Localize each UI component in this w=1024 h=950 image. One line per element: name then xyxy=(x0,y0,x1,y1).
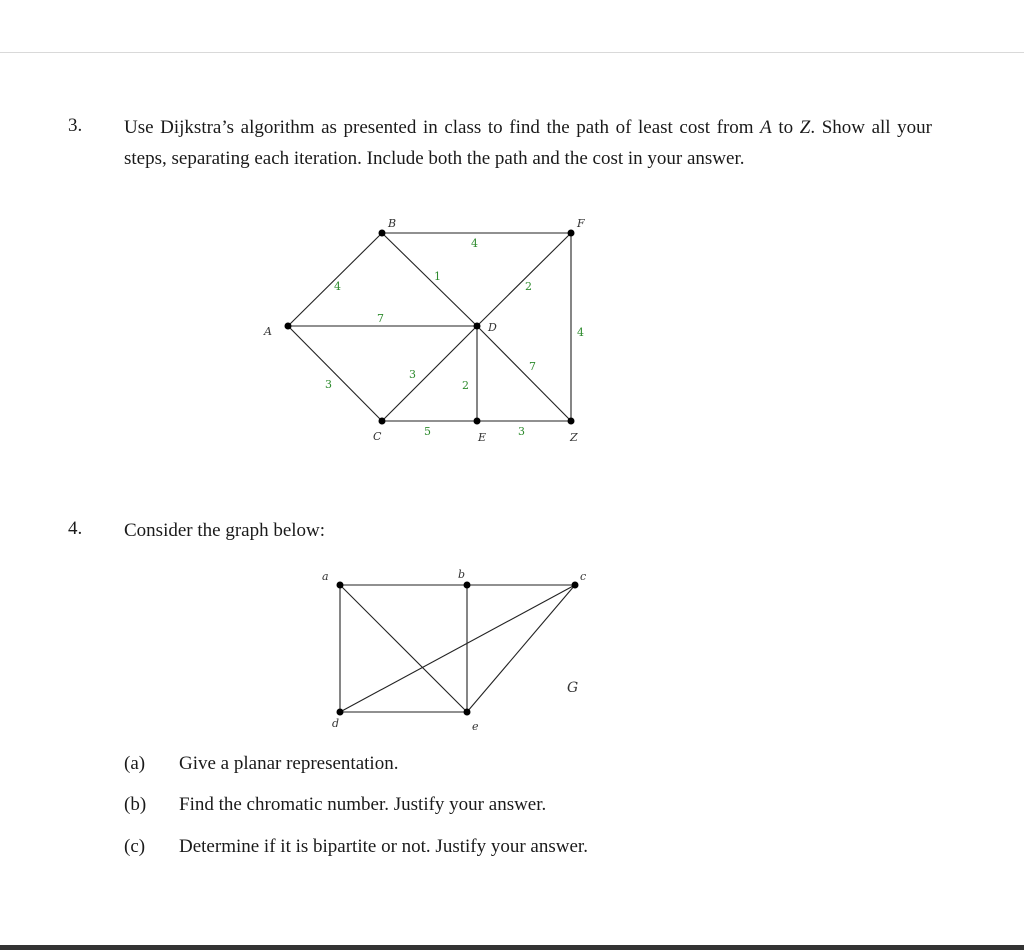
node-C xyxy=(379,418,386,425)
part-b-text: Find the chromatic number. Justify your answer. xyxy=(179,794,547,815)
q3-to-word: to xyxy=(771,117,800,138)
node-e xyxy=(464,709,471,716)
dijkstra-graph xyxy=(263,217,585,444)
node-label-F: F xyxy=(577,217,585,230)
q3-from-node: A xyxy=(760,117,772,138)
node-label-D: D xyxy=(488,321,497,334)
weight-B-F: 4 xyxy=(471,237,478,250)
node-label-b: b xyxy=(458,568,466,581)
node-label-B: B xyxy=(388,217,397,230)
weight-E-Z: 3 xyxy=(518,425,525,438)
edge-D-Z xyxy=(477,326,571,421)
weight-A-B: 4 xyxy=(334,280,341,293)
weight-D-E: 2 xyxy=(462,379,469,392)
node-E xyxy=(474,418,481,425)
node-F xyxy=(568,230,575,237)
node-label-E: E xyxy=(478,431,487,444)
graph-g xyxy=(322,568,586,733)
question-3-number: 3. xyxy=(68,115,83,136)
node-B xyxy=(379,230,386,237)
node-a xyxy=(337,582,344,589)
weight-C-D: 3 xyxy=(409,368,416,381)
node-d xyxy=(337,709,344,716)
question-4-text: Consider the graph below: xyxy=(124,520,326,541)
node-c xyxy=(572,582,579,589)
weight-A-D: 7 xyxy=(377,312,384,325)
part-a-text: Give a planar representation. xyxy=(179,753,399,774)
q3-to-node: Z xyxy=(799,117,811,138)
edge-D-F xyxy=(477,233,571,326)
question-4-number: 4. xyxy=(68,518,83,539)
edge-e-c xyxy=(467,585,575,712)
node-label-a: a xyxy=(322,570,329,583)
node-Z xyxy=(568,418,575,425)
node-A xyxy=(285,323,292,330)
bottom-divider xyxy=(0,945,1024,950)
part-c-label: (c) xyxy=(124,836,146,857)
graph-name-label: G xyxy=(567,680,579,696)
edge-a-e xyxy=(340,585,467,712)
weight-D-Z: 7 xyxy=(529,360,536,373)
edge-C-D xyxy=(382,326,477,421)
weight-A-C: 3 xyxy=(325,378,332,391)
node-D xyxy=(474,323,481,330)
node-b xyxy=(464,582,471,589)
q3-text-part-1: Use Dijkstra’s algorithm as presented in class to find the path of least cost from xyxy=(124,117,761,138)
node-label-c: c xyxy=(580,570,587,583)
part-c-text: Determine if it is bipartite or not. Justify your answer. xyxy=(179,836,588,857)
edge-d-c xyxy=(340,585,575,712)
weight-C-E: 5 xyxy=(424,425,431,438)
node-label-e: e xyxy=(472,720,479,733)
node-label-A: A xyxy=(264,325,272,338)
node-label-C: C xyxy=(373,430,382,443)
weight-F-Z: 4 xyxy=(577,326,584,339)
q3-text-part-2: . Show all your steps, separating each iteration. Include both the path and the cost in your answer. xyxy=(124,117,933,169)
node-label-Z: Z xyxy=(570,431,578,444)
part-b-label: (b) xyxy=(124,794,147,815)
part-a-label: (a) xyxy=(124,753,146,774)
node-label-d: d xyxy=(332,717,340,730)
weight-B-D: 1 xyxy=(434,270,441,283)
weight-D-F: 2 xyxy=(525,280,532,293)
edge-B-D xyxy=(382,233,477,326)
edge-A-C xyxy=(288,326,382,421)
